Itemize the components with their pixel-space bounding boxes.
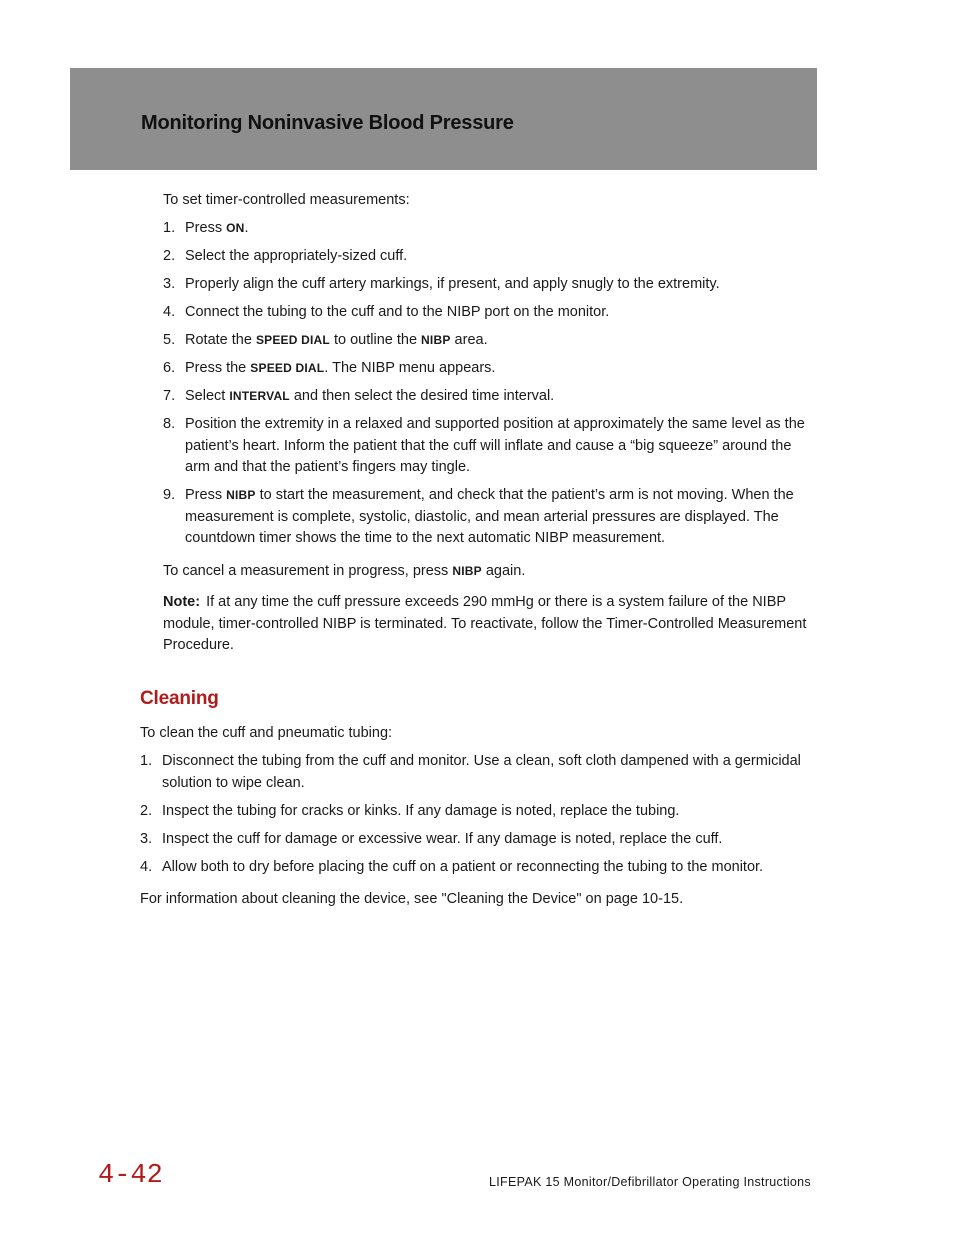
- note-text: If at any time the cuff pressure exceeds 290 mmHg or there is a system failure of the NIBP module, timer-controlled NIBP is terminated. To reactivate, follow the Timer-Controlled Measurement Procedure.: [163, 594, 807, 653]
- list-item: 4. Connect the tubing to the cuff and to the NIBP port on the monitor.: [163, 304, 610, 320]
- list-item: 5. Rotate the SPEED DIAL to outline the NIBP area.: [163, 332, 488, 348]
- list-item: 3. Properly align the cuff artery markings, if present, and apply snugly to the extremity.: [163, 276, 720, 292]
- timer-intro: To set timer-controlled measurements:: [163, 192, 410, 208]
- list-item: 4. Allow both to dry before placing the cuff on a patient or reconnecting the tubing to the monitor.: [140, 858, 764, 875]
- nibp-key-label: NIBP: [226, 488, 256, 502]
- speed-dial-key-label: SPEED DIAL: [250, 361, 325, 375]
- page-title: Monitoring Noninvasive Blood Pressure: [141, 112, 514, 134]
- nibp-key-label: NIBP: [452, 564, 482, 578]
- list-item: 8. Position the extremity in a relaxed and supported position at approximately the same level as the patient’s heart. Inform the patient that the cuff will inflate and cause a “big squeeze” around the arm and that the patient’s fingers may tingle.: [163, 416, 805, 475]
- list-item: 9. Press NIBP to start the measurement, and check that the patient’s arm is not moving. When the measurement is complete, systolic, diastolic, and mean arterial pressures are displayed. The countdown timer shows the time to the next automatic NIBP measurement.: [163, 487, 794, 546]
- footer-doc-title: LIFEPAK 15 Monitor/Defibrillator Operating Instructions: [489, 1175, 811, 1189]
- cross-reference: For information about cleaning the device, see "Cleaning the Device" on page 10-15.: [140, 891, 684, 907]
- note-label: Note:: [163, 594, 201, 610]
- note-block: [163, 592, 813, 657]
- cancel-instruction: To cancel a measurement in progress, press NIBP again.: [163, 563, 526, 579]
- list-item: 3. Inspect the cuff for damage or excessive wear. If any damage is noted, replace the cuff.: [140, 830, 723, 847]
- interval-key-label: INTERVAL: [229, 389, 290, 403]
- on-key-label: ON: [226, 221, 245, 235]
- speed-dial-key-label: SPEED DIAL: [255, 333, 330, 347]
- cleaning-steps: [140, 751, 820, 885]
- list-item: 1. Disconnect the tubing from the cuff and monitor. Use a clean, soft cloth dampened with a germicidal solution to wipe clean.: [140, 753, 801, 791]
- header-band: [70, 68, 817, 170]
- page-number: 4-42: [98, 1161, 163, 1191]
- section-heading-cleaning: Cleaning: [140, 688, 219, 709]
- timer-steps: [163, 218, 813, 556]
- nibp-key-label: NIBP: [421, 333, 451, 347]
- list-item: 7. Select INTERVAL and then select the desired time interval.: [163, 388, 555, 404]
- cleaning-intro: To clean the cuff and pneumatic tubing:: [140, 725, 393, 741]
- list-item: 2. Select the appropriately-sized cuff.: [163, 248, 408, 264]
- list-item: 1. Press ON.: [163, 220, 249, 236]
- list-item: 6. Press the SPEED DIAL. The NIBP menu appears.: [163, 360, 496, 376]
- list-item: 2. Inspect the tubing for cracks or kinks. If any damage is noted, replace the tubing.: [140, 802, 680, 819]
